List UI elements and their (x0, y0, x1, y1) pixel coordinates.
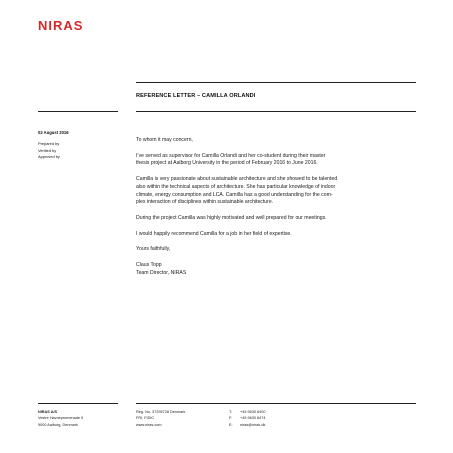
phone-number: +45 9630 6400 (240, 410, 266, 414)
email-link[interactable]: niras@niras.dk (240, 422, 266, 427)
website-link[interactable]: www.niras.com (136, 422, 162, 427)
footer-registration (136, 409, 185, 428)
title-rule-top (136, 82, 416, 83)
paragraph-skills-line-3: climate, energy consumption and LCA. Camilla has a good understanding for the com- (136, 191, 333, 198)
footer-contact-values (240, 409, 265, 428)
paragraph-skills-line-1: Camilla is very passionate about sustainable architecture and she showed to be talented (136, 175, 338, 182)
prepared-by-label: Prepared by (38, 141, 60, 146)
fax-label: F: (229, 416, 233, 421)
fax-number: +45 9630 6474 (240, 416, 266, 421)
phone-label: T: (229, 410, 232, 414)
company-name: NIRAS A/S (38, 410, 58, 414)
paragraph-motivation: During the project Camilla was highly motivated and well prepared for our meetings. (136, 214, 327, 221)
email-label: E: (229, 422, 233, 427)
letter-date: 02 August 2016 (38, 130, 69, 135)
footer-rule-right (136, 403, 416, 404)
approval-block (38, 141, 60, 161)
letter-title: REFERENCE LETTER – CAMILLA ORLANDI (136, 93, 256, 99)
registration-number: Reg. No. 37295728 Denmark (136, 410, 186, 414)
paragraph-skills-line-4: plex interaction of disciplines within sustainable architecture. (136, 199, 274, 206)
title-rule-bottom (136, 111, 416, 112)
signer-name: Claus Topp (136, 261, 162, 268)
paragraph-recommendation: I would happily recommend Camilla for a job in her field of expertise. (136, 230, 292, 237)
company-address-city: 9000 Aalborg, Denmark (38, 422, 78, 427)
paragraph-skills-line-2: also within the technical aspects of architecture. She has particular knowledge of indoor (136, 183, 336, 190)
signer-title: Team Director, NIRAS (136, 269, 187, 276)
closing: Yours faithfully, (136, 246, 171, 253)
footer-company (38, 409, 83, 428)
footer-contact-labels (229, 409, 233, 428)
paragraph-supervision-line-1: I’ve served as supervisor for Camilla Orlandi and her co-student during their master (136, 152, 326, 159)
approved-by-label: Approved by (38, 154, 60, 159)
company-address-street: Vestre Havnepromenade 9 (38, 416, 84, 421)
greeting: To whom it may concern, (136, 137, 193, 143)
membership: FRI, FIDIC (136, 416, 155, 421)
verified-by-label: Verified by (38, 147, 57, 153)
paragraph-supervision-line-2: thesis project at Aalborg University in the period of February 2016 to June 2016. (136, 160, 318, 167)
footer-rule-left (38, 403, 118, 404)
letter-body (136, 137, 426, 277)
niras-logo: NIRAS (38, 18, 84, 33)
left-column-rule (38, 111, 118, 112)
